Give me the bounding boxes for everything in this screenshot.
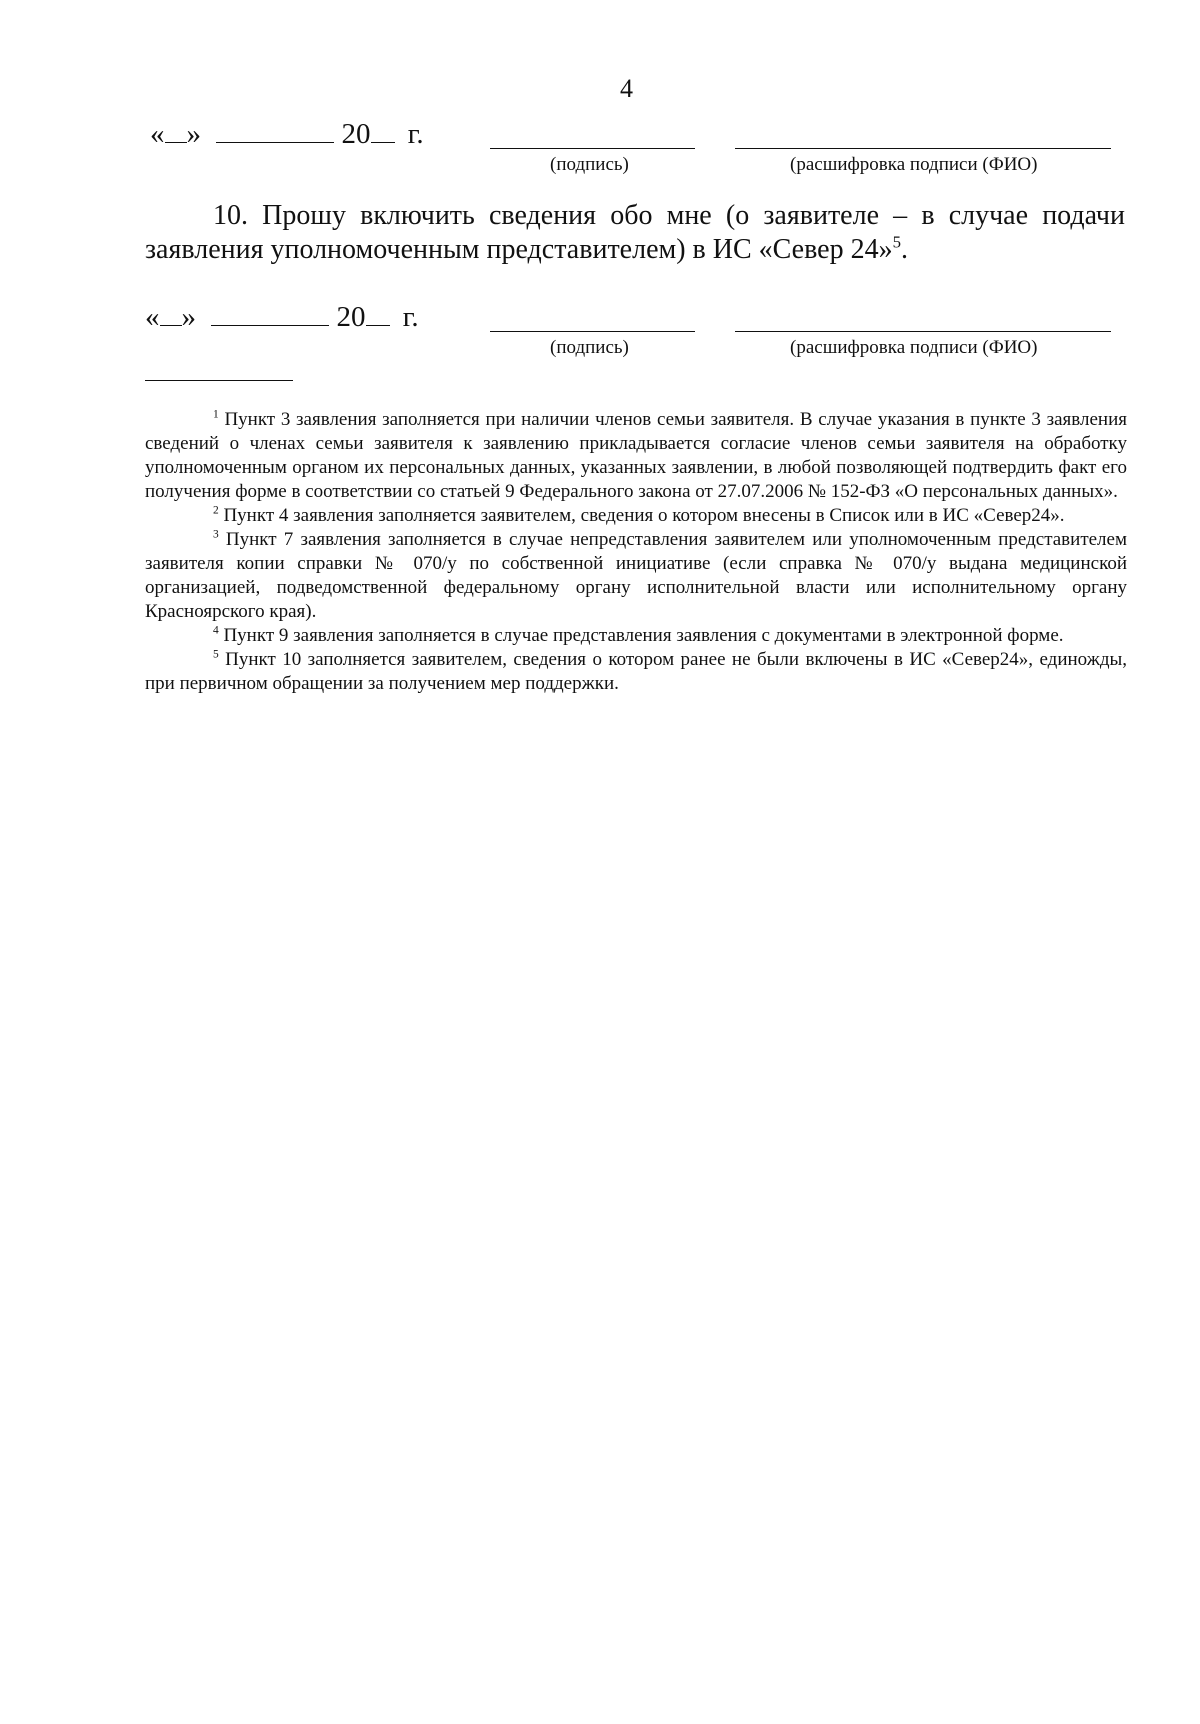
year-blank[interactable] xyxy=(371,118,395,143)
year-blank[interactable] xyxy=(366,301,390,326)
date-field xyxy=(150,118,424,151)
year-prefix: 20 xyxy=(336,301,366,333)
signature-line[interactable] xyxy=(490,148,695,149)
signature-line[interactable] xyxy=(490,331,695,332)
footnotes xyxy=(145,408,1127,696)
footnote-text: Пункт 4 заявления заполняется заявителем, сведения о котором внесены в Список или в ИС «Север24». xyxy=(223,505,1065,526)
footnote-ref: 1 xyxy=(213,408,219,421)
footnote-text: Пункт 7 заявления заполняется в случае непредставления заявителем или уполномоченным представителем заявителя копии справки № 070/у по собственной инициативе (если справка № 070/у выдана медицинской организацией, подведомственной федеральному органу исполнительной власти или исполнительному органу Красноярского края). xyxy=(145,529,1127,622)
page-number: 4 xyxy=(620,74,633,103)
footnote-3 xyxy=(145,528,1127,624)
date-open-quote: « xyxy=(150,118,165,150)
day-blank[interactable] xyxy=(165,118,187,143)
footnote-ref: 4 xyxy=(213,624,219,637)
footnote-1 xyxy=(145,408,1127,504)
footnote-text: Пункт 3 заявления заполняется при наличии членов семьи заявителя. В случае указания в пункте 3 заявления сведений о членах семьи заявителя к заявлению прикладывается согласие членов семьи заявителя на обработку уполномоченным органом их персональных данных, указанных заявлении, в любой позволяющей подтвердить факт его получения форме в соответствии со статьей 9 Федерального закона от 27.07.2006 № 152-ФЗ «О персональных данных». xyxy=(145,409,1128,502)
date-open-quote: « xyxy=(145,301,160,333)
name-line[interactable] xyxy=(735,331,1111,332)
signature-caption: (подпись) xyxy=(550,154,629,175)
item-10-text: 10. Прошу включить сведения обо мне (о заявителе – в случае подачи заявления уполномоченным представителем) в ИС «Север 24» xyxy=(145,200,1125,265)
footnote-ref: 5 xyxy=(213,648,219,661)
footnote-separator xyxy=(145,380,293,381)
year-suffix: г. xyxy=(407,118,424,150)
name-line[interactable] xyxy=(735,148,1111,149)
date-close-quote: » xyxy=(181,301,196,333)
date-field-2 xyxy=(145,301,419,334)
name-caption: (расшифровка подписи (ФИО) xyxy=(790,337,1038,358)
footnote-ref: 3 xyxy=(213,528,219,541)
footnote-text: Пункт 10 заполняется заявителем, сведения о котором ранее не были включены в ИС «Север24», единожды, при первичном обращении за получением мер поддержки. xyxy=(145,649,1128,694)
name-caption: (расшифровка подписи (ФИО) xyxy=(790,154,1038,175)
footnote-text: Пункт 9 заявления заполняется в случае представления заявления с документами в электронной форме. xyxy=(223,625,1064,646)
date-close-quote: » xyxy=(186,118,201,150)
footnote-2 xyxy=(145,504,1127,528)
footnote-4 xyxy=(145,624,1127,648)
month-blank[interactable] xyxy=(216,118,334,143)
year-prefix: 20 xyxy=(341,118,371,150)
item-10-end: . xyxy=(900,234,908,265)
footnote-5 xyxy=(145,648,1127,696)
year-suffix: г. xyxy=(402,301,419,333)
item-10-footnote-ref: 5 xyxy=(892,232,901,252)
signature-row-1 xyxy=(0,118,1200,188)
footnote-ref: 2 xyxy=(213,504,219,517)
item-10-paragraph xyxy=(145,199,1125,267)
signature-caption: (подпись) xyxy=(550,337,629,358)
signature-row-2 xyxy=(0,301,1200,371)
day-blank[interactable] xyxy=(160,301,182,326)
month-blank[interactable] xyxy=(211,301,329,326)
